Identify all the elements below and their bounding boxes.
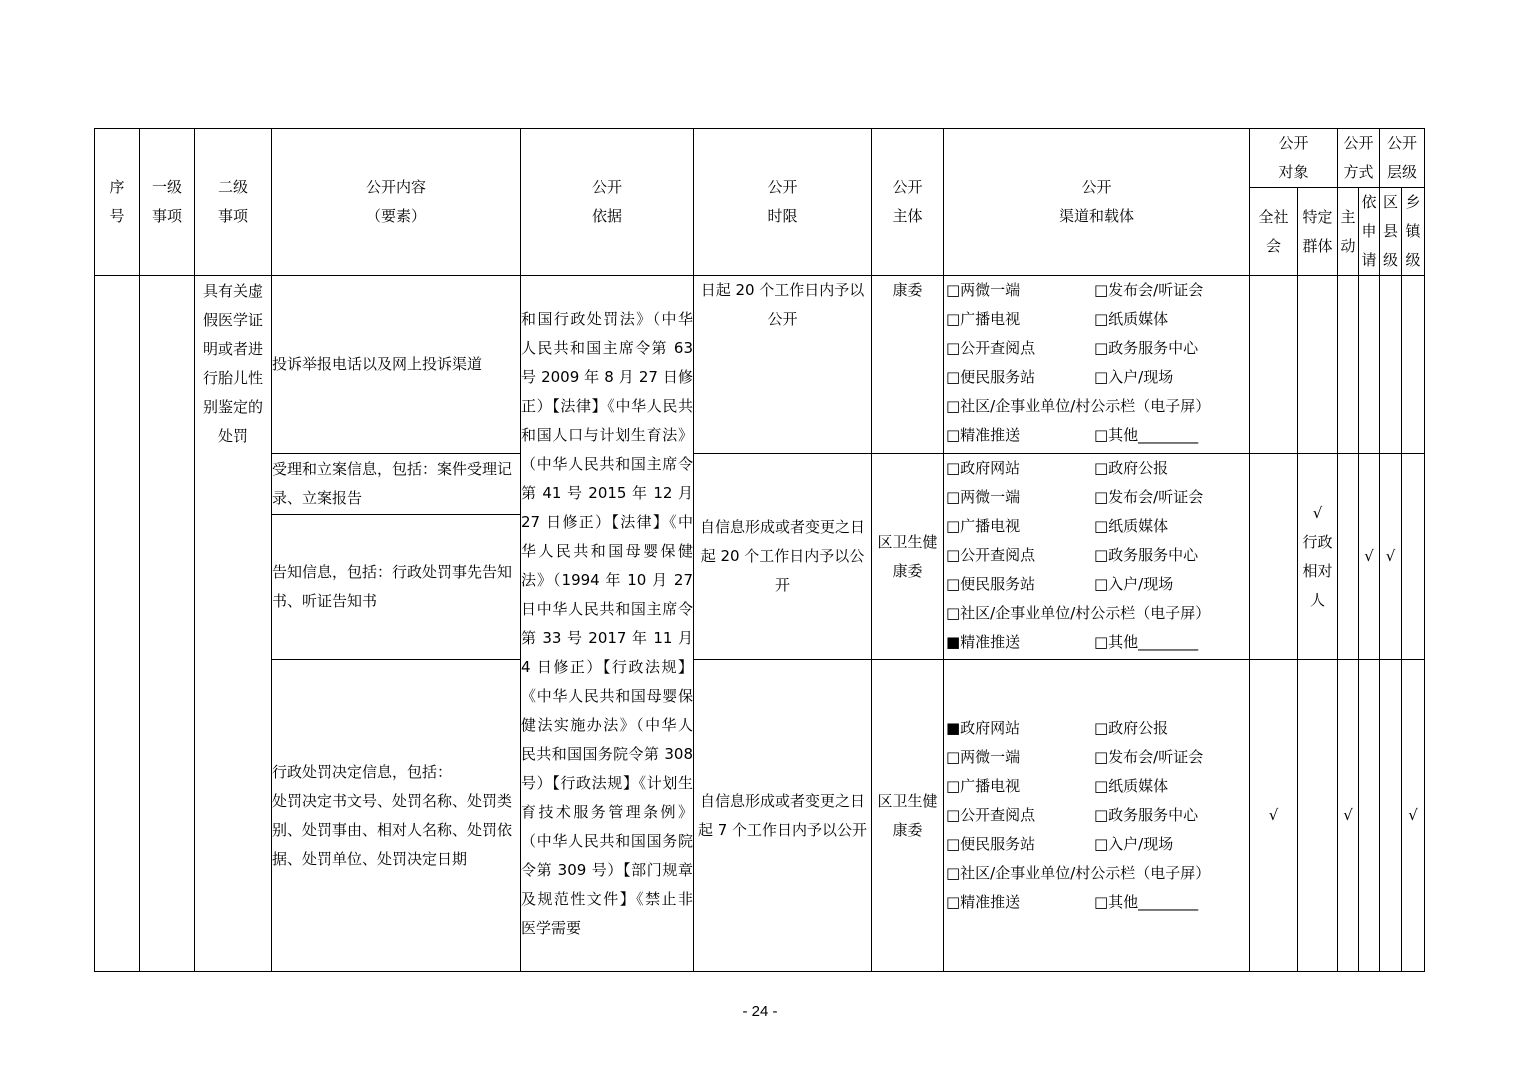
header-time: 公开 时限: [694, 129, 872, 276]
header-level-town: 乡 镇 级: [1402, 188, 1425, 276]
row3-level-county: [1380, 660, 1402, 972]
row2-time: 自信息形成或者变更之日起 20 个工作日内予以公开: [694, 454, 872, 660]
row1-level-county: [1380, 276, 1402, 454]
disclosure-table: [94, 128, 1425, 972]
row3-method-active: √: [1338, 660, 1359, 972]
header-basis: 公开 依据: [521, 129, 694, 276]
page-number: - 24 -: [742, 1003, 778, 1020]
level1-cell: [140, 276, 195, 972]
header-method-active: 主 动: [1338, 188, 1359, 276]
row1-method-active: [1338, 276, 1359, 454]
header-level-county: 区 县 级: [1380, 188, 1402, 276]
row3-level-town: √: [1402, 660, 1425, 972]
row2-content-a: 受理和立案信息，包括：案件受理记录、立案报告: [272, 454, 521, 515]
header-level: 公开 层级: [1380, 129, 1425, 188]
header-level2: 二级 事项: [195, 129, 272, 276]
row2-level-county: √: [1380, 454, 1402, 660]
row3-target-group: [1298, 660, 1338, 972]
header-method: 公开 方式: [1338, 129, 1380, 188]
row3-subject: 区卫生健康委: [872, 660, 944, 972]
row3-method-request: [1359, 660, 1380, 972]
row1-channels: □两微一端 □发布会/听证会 □广播电视 □纸质媒体 □公开查阅点 □政务服务中心 □便民服务站 □入户/现场 □社区/企事业单位/村公示栏（电子屏） □精准推送 □其他________: [944, 276, 1250, 454]
header-target-all: 全社 会: [1250, 188, 1298, 276]
header-subject: 公开 主体: [872, 129, 944, 276]
basis-cell: 和国行政处罚法》（中华人民共和国主席令第 63 号 2009 年 8 月 27 日修正）【法律】《中华人民共和国人口与计划生育法》（中华人民共和国主席令第 41 号 2015 年 12 月 27 日修正）【法律】《中华人民共和国母婴保健法》（1994 年 10 月 27 日中华人民共和国主席令第 33 号 2017 年 11 月 4 日修正）【行政法规】《中华人民共和国母婴保健法实施办法》（中华人民共和国国务院令第 308 号）【行政法规】《计划生育技术服务管理条例》（中华人民共和国国务院令第 309 号）【部门规章及规范性文件】《禁止非医学需要: [521, 276, 694, 972]
header-method-request: 依 申 请: [1359, 188, 1380, 276]
row1-level-town: [1402, 276, 1425, 454]
row1-subject: 康委: [872, 276, 944, 454]
row2-subject: 区卫生健康委: [872, 454, 944, 660]
row2-target-all: [1250, 454, 1298, 660]
row3-target-all: √: [1250, 660, 1298, 972]
row1-target-group: [1298, 276, 1338, 454]
row1-target-all: [1250, 276, 1298, 454]
row3-channels: ■政府网站 □政府公报 □两微一端 □发布会/听证会 □广播电视 □纸质媒体 □公开查阅点 □政务服务中心 □便民服务站 □入户/现场 □社区/企事业单位/村公示栏（电子屏） □精准推送 □其他________: [944, 660, 1250, 972]
header-content: 公开内容 （要素）: [272, 129, 521, 276]
header-target: 公开 对象: [1250, 129, 1338, 188]
header-channel: 公开 渠道和载体: [944, 129, 1250, 276]
row1-method-request: [1359, 276, 1380, 454]
header-level1: 一级 事项: [140, 129, 195, 276]
row3-time: 自信息形成或者变更之日起 7 个工作日内予以公开: [694, 660, 872, 972]
row2-target-group: √ 行政 相对 人: [1298, 454, 1338, 660]
level2-cell: 具有关虚假医学证明或者进行胎儿性别鉴定的处罚: [195, 276, 272, 972]
seq-cell: [95, 276, 140, 972]
row2-content-b: 告知信息，包括：行政处罚事先告知书、听证告知书: [272, 515, 521, 660]
row2-level-town: [1402, 454, 1425, 660]
header-target-group: 特定 群体: [1298, 188, 1338, 276]
row2-method-request: √: [1359, 454, 1380, 660]
row1-content: 投诉举报电话以及网上投诉渠道: [272, 276, 521, 454]
row2-method-active: [1338, 454, 1359, 660]
row3-content: 行政处罚决定信息，包括： 处罚决定书文号、处罚名称、处罚类别、处罚事由、相对人名称、处罚依据、处罚单位、处罚决定日期: [272, 660, 521, 972]
row1-time: 日起 20 个工作日内予以公开: [694, 276, 872, 454]
header-seq: 序 号: [95, 129, 140, 276]
row2-channels: □政府网站 □政府公报 □两微一端 □发布会/听证会 □广播电视 □纸质媒体 □公开查阅点 □政务服务中心 □便民服务站 □入户/现场 □社区/企事业单位/村公示栏（电子屏） ■精准推送 □其他________: [944, 454, 1250, 660]
